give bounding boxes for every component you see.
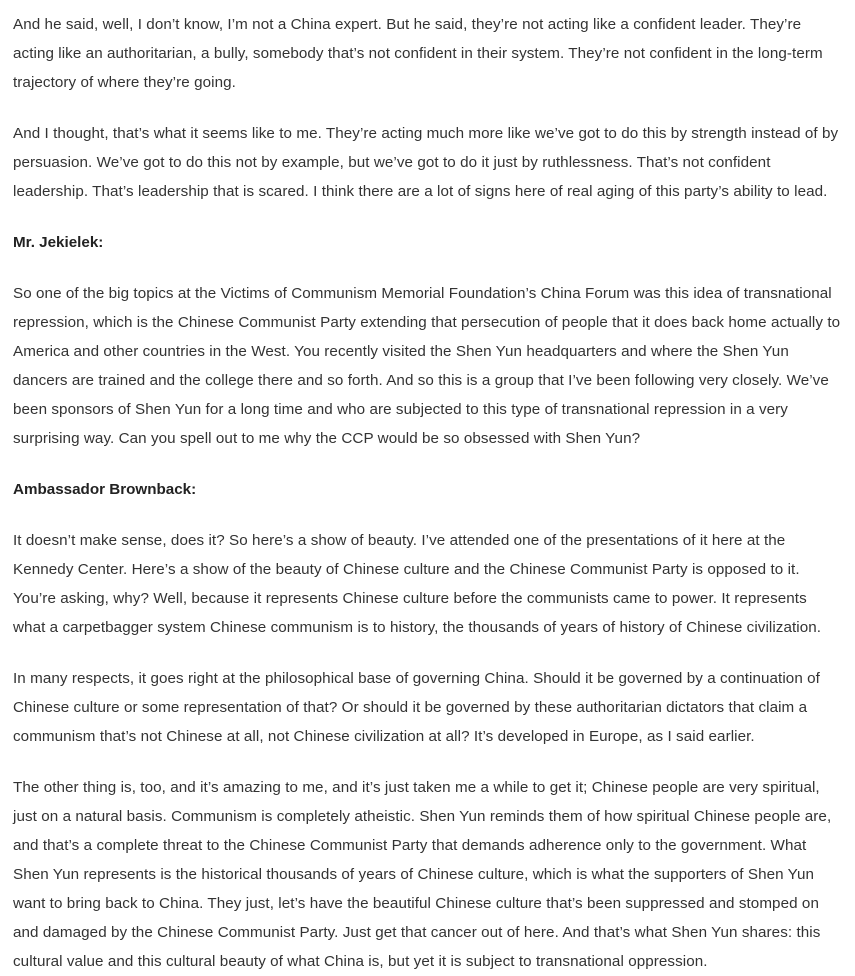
- paragraph-2: And I thought, that’s what it seems like to me. They’re acting much more like we’ve got to do this by strength instead of by persuasion. We’ve got to do this not by example, but we’ve got to do it just by ruthlessness. That’s not confident leadership. That’s leadership that is scared. I think there are a lot of signs here of real aging of this party’s ability to lead.: [13, 125, 839, 200]
- paragraph-1: And he said, well, I don’t know, I’m not a China expert. But he said, they’re not acting like a confident leader. They’re acting like an authoritarian, a bully, somebody that’s not confident in their system. They’re not confident in the long-term trajectory of where they’re going.: [13, 16, 823, 91]
- speaker-jekielek: Mr. Jekielek:: [13, 234, 104, 251]
- paragraph-5: In many respects, it goes right at the philosophical base of governing China. Should it be governed by a continuation of Chinese culture or some representation of that? Or should it be governed by these authoritarian dictators that claim a communism that’s not Chinese at all, not Chinese civilization at all? It’s developed in Europe, as I said earlier.: [13, 670, 820, 745]
- speaker-brownback: Ambassador Brownback:: [13, 481, 197, 498]
- paragraph-3: So one of the big topics at the Victims of Communism Memorial Foundation’s China Forum was this idea of transnational repression, which is the Chinese Communist Party extending that persecution of people that it does back home actually to America and other countries in the West. You recently visited the Shen Yun headquarters and where the Shen Yun dancers are trained and the college there and so forth. And so this is a group that I’ve been following very closely. We’ve been sponsors of Shen Yun for a long time and who are subjected to this type of transnational repression in a very surprising way. Can you spell out to me why the CCP would be so obsessed with Shen Yun?: [13, 285, 841, 447]
- paragraph-4: It doesn’t make sense, does it? So here’s a show of beauty. I’ve attended one of the presentations of it here at the Kennedy Center. Here’s a show of the beauty of Chinese culture and the Chinese Communist Party is opposed to it. You’re asking, why? Well, because it represents Chinese culture before the communists came to power. It represents what a carpetbagger system Chinese communism is to history, the thousands of years of history of Chinese civilization.: [13, 532, 822, 636]
- paragraph-6: The other thing is, too, and it’s amazing to me, and it’s just taken me a while to get it; Chinese people are very spiritual, just on a natural basis. Communism is completely atheistic. Shen Yun reminds them of how spiritual Chinese people are, and that’s a complete threat to the Chinese Communist Party that demands adherence only to the government. What Shen Yun represents is the historical thousands of years of Chinese culture, which is what the supporters of Shen Yun want to bring back to China. They just, let’s have the beautiful Chinese culture that’s been suppressed and stomped on and damaged by the Chinese Communist Party. Just get that cancer out of here. And that’s what Shen Yun shares: this cultural value and this cultural beauty of what China is, but yet it is subject to transnational oppression.: [13, 779, 832, 970]
